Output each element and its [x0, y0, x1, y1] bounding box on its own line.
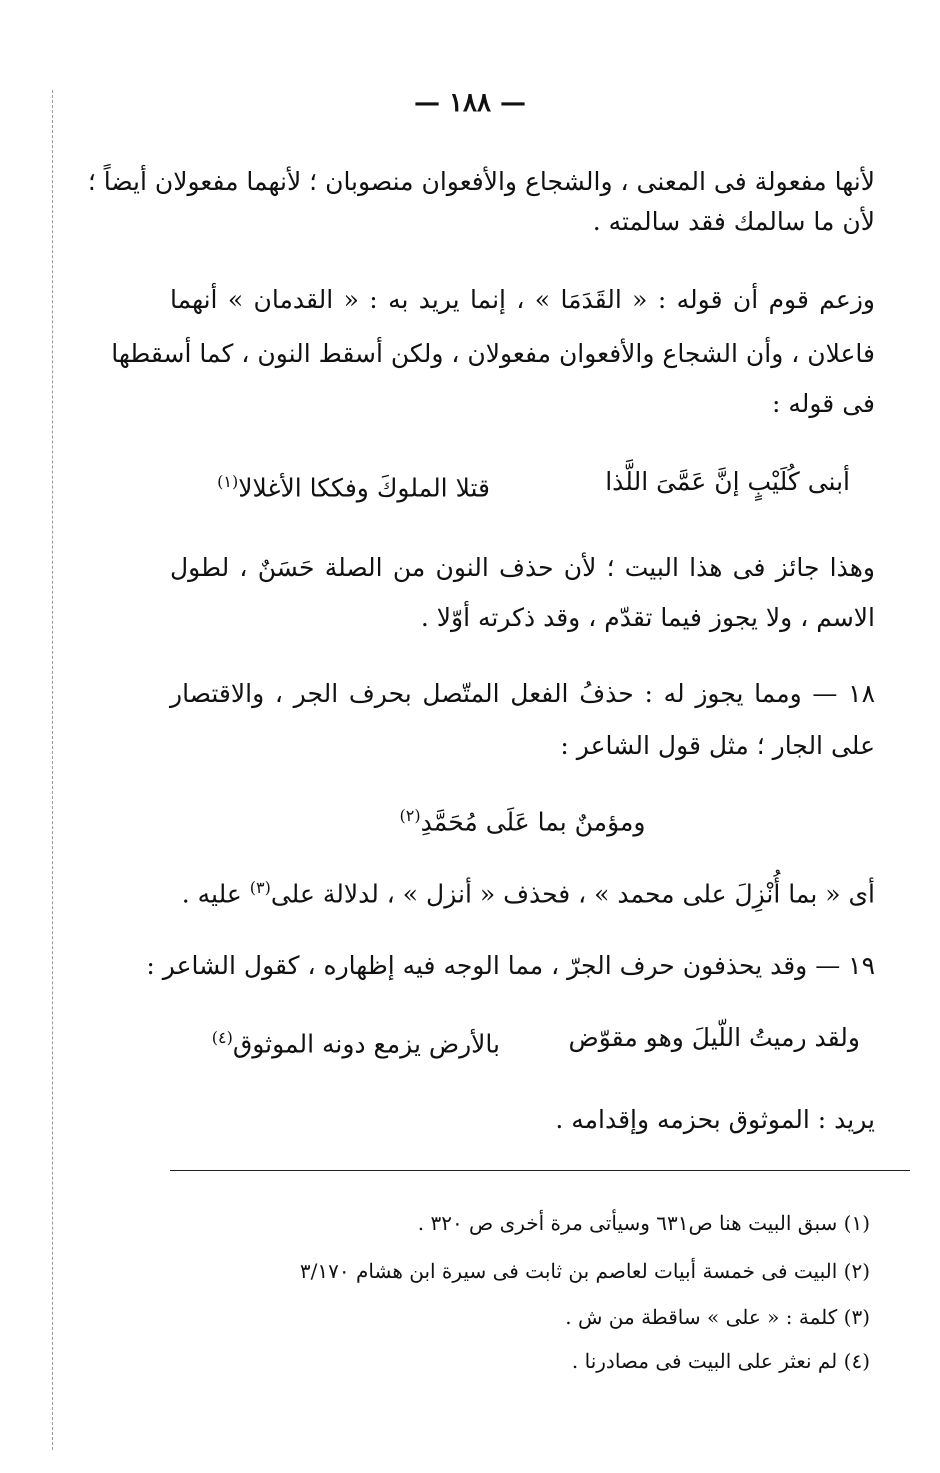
- text-line: يريد : الموثوق بحزمه وإقدامه .: [555, 1105, 875, 1134]
- text-line: لأن ما سالمك فقد سالمته .: [592, 207, 875, 236]
- text-line: فى قوله :: [772, 389, 875, 418]
- verse-first-hemistich: ولقد رميتُ اللّيلَ وهو مقوّض: [568, 1023, 860, 1052]
- numbered-section-18: ١٨ — ومما يجوز له : حذفُ الفعل المتّصل بحرف الجر ، والاقتصار: [170, 679, 875, 708]
- footnote-ref: (٣): [249, 878, 271, 897]
- text-line: على الجار ؛ مثل قول الشاعر :: [560, 731, 875, 760]
- text-line: وهذا جائز فى هذا البيت ؛ لأن حذف النون من الصلة حَسَنٌ ، لطول: [170, 553, 875, 582]
- text-line: وزعم قوم أن قوله : « القَدَمَا » ، إنما يريد به : « القدمان » أنهما: [170, 285, 875, 314]
- verse-first-hemistich: أبنى كُلَيْبٍ إنَّ عَمَّىَ اللَّذا: [605, 467, 850, 496]
- text-line: لأنها مفعولة فى المعنى ، والشجاع والأفعوان منصوبان ؛ لأنهما مفعولان أيضاً ؛: [87, 167, 875, 196]
- footnote-2: (٢) البيت فى خمسة أبيات لعاصم بن ثابت فى سيرة ابن هشام ٣/١٧٠: [299, 1259, 870, 1283]
- explanation-end: عليه .: [181, 879, 242, 909]
- page-number: — ١٨٨ —: [413, 88, 527, 118]
- verse-second-hemistich: بالأرض يزمع دونه الموثوق: [232, 1029, 500, 1059]
- footnote-ref: (٢): [399, 806, 421, 825]
- margin-rule: [52, 90, 53, 1450]
- footnote-separator: [170, 1170, 910, 1171]
- footnote-ref: (١): [217, 472, 239, 491]
- numbered-section-19: ١٩ — وقد يحذفون حرف الجرّ ، مما الوجه فيه إظهاره ، كقول الشاعر :: [146, 951, 875, 980]
- explanation-text: أى « بما أُنْزِلَ على محمد » ، فحذف « أنزل » ، لدلالة على: [270, 879, 875, 909]
- verse-2: [170, 796, 875, 840]
- verse-second-hemistich: قتلا الملوكَ وفككا الأغلالا: [238, 473, 490, 503]
- text-line: الاسم ، ولا يجوز فيما تقدّم ، وقد ذكرته أوّلا .: [420, 603, 875, 632]
- footnote-3: (٣) كلمة : « على » ساقطة من ش .: [565, 1305, 870, 1329]
- footnote-4: (٤) لم نعثر على البيت فى مصادرنا .: [571, 1349, 870, 1373]
- footnote-ref: (٤): [211, 1028, 233, 1047]
- verse-text: ومؤمنٌ بما عَلَى مُحَمَّدِ: [420, 807, 646, 837]
- footnote-1: (١) سبق البيت هنا ص٦٣١ وسيأتى مرة أخرى ص ٣٢٠ .: [417, 1211, 870, 1235]
- text-line: فاعلان ، وأن الشجاع والأفعوان مفعولان ، ولكن أسقط النون ، كما أسقطها: [111, 339, 875, 368]
- explanation-line: [170, 868, 875, 912]
